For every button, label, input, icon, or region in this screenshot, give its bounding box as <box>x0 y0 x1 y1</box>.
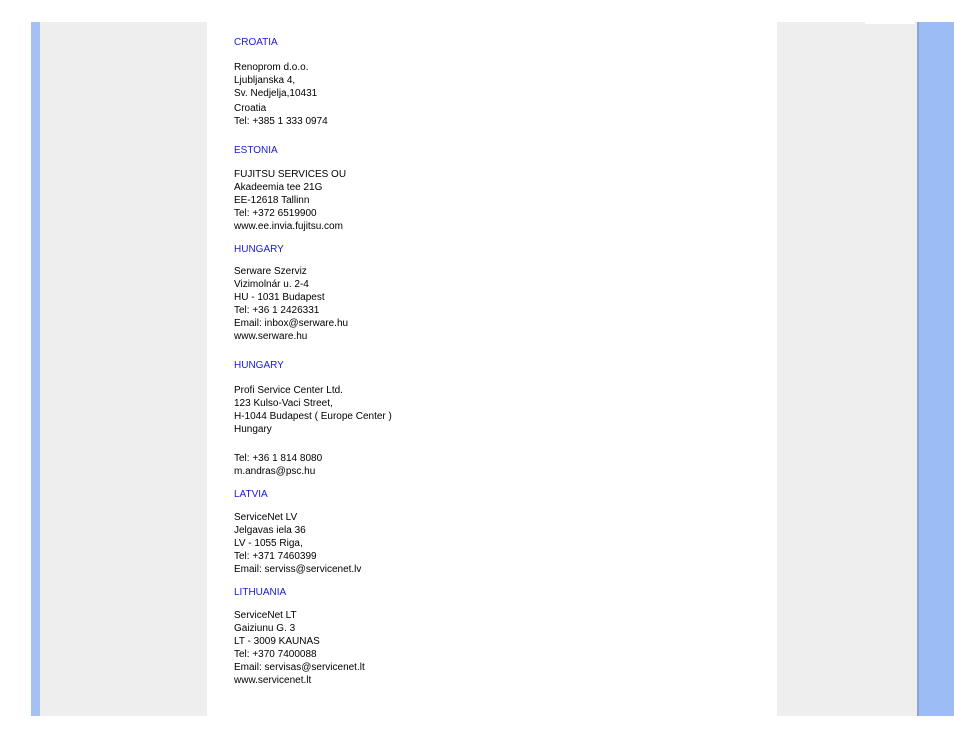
phone-line: Tel: +385 1 333 0974 <box>234 116 328 127</box>
spacer <box>234 436 754 452</box>
address-block-lithuania <box>234 609 754 687</box>
phone-line: Tel: +372 6519900 <box>234 208 317 219</box>
address-line: Hungary <box>234 424 272 435</box>
section-hungary-profi <box>234 359 754 478</box>
email-line: Email: serviss@servicenet.lv <box>234 564 362 575</box>
address-block-croatia <box>234 61 754 128</box>
country-heading-latvia: LATVIA <box>234 489 268 500</box>
address-line: LV - 1055 Riga, <box>234 538 303 549</box>
section-croatia <box>234 36 754 128</box>
phone-line: Tel: +36 1 814 8080 <box>234 453 323 464</box>
address-block-hungary-serware <box>234 265 754 343</box>
country-heading-estonia: ESTONIA <box>234 145 278 156</box>
address-line: Sv. Nedjelja,10431 <box>234 88 318 99</box>
country-heading-lithuania: LITHUANIA <box>234 587 287 598</box>
email-line: Email: servisas@servicenet.lt <box>234 662 365 673</box>
section-estonia <box>234 144 754 233</box>
phone-line: Tel: +370 7400088 <box>234 649 317 660</box>
address-line: LT - 3009 KAUNAS <box>234 636 320 647</box>
right-margin-panel <box>777 22 918 716</box>
address-line: Jelgavas iela 36 <box>234 525 306 536</box>
country-heading-hungary: HUNGARY <box>234 244 284 255</box>
country-heading-hungary: HUNGARY <box>234 360 284 371</box>
address-line: H-1044 Budapest ( Europe Center ) <box>234 411 392 422</box>
left-margin-panel <box>40 22 207 716</box>
phone-line: Tel: +36 1 2426331 <box>234 305 320 316</box>
website-line: www.ee.invia.fujitsu.com <box>234 221 343 232</box>
address-line: Gaiziunu G. 3 <box>234 623 296 634</box>
service-center-list <box>234 36 754 687</box>
phone-line: Tel: +371 7460399 <box>234 551 317 562</box>
right-panel-notch <box>865 20 915 24</box>
address-line: Croatia <box>234 103 267 114</box>
address-line: Serware Szerviz <box>234 266 307 277</box>
email-line: Email: inbox@serware.hu <box>234 318 349 329</box>
address-block-estonia <box>234 168 754 233</box>
right-blue-panel <box>919 22 954 716</box>
address-line: 123 Kulso-Vaci Street, <box>234 398 333 409</box>
address-line: Ljubljanska 4, <box>234 75 296 86</box>
address-line: Profi Service Center Ltd. <box>234 385 343 396</box>
section-hungary-serware <box>234 243 754 343</box>
address-block-latvia <box>234 511 754 576</box>
website-line: www.servicenet.lt <box>234 675 312 686</box>
address-line: HU - 1031 Budapest <box>234 292 325 303</box>
left-blue-stripe <box>31 22 40 716</box>
country-heading-croatia: CROATIA <box>234 37 278 48</box>
address-line: EE-12618 Tallinn <box>234 195 310 206</box>
section-latvia <box>234 488 754 576</box>
address-line: Akadeemia tee 21G <box>234 182 323 193</box>
website-line: www.serware.hu <box>234 331 308 342</box>
email-line: m.andras@psc.hu <box>234 466 316 477</box>
address-line: ServiceNet LT <box>234 610 297 621</box>
address-line: Renoprom d.o.o. <box>234 62 309 73</box>
address-line: ServiceNet LV <box>234 512 298 523</box>
address-block-hungary-profi <box>234 384 754 478</box>
section-lithuania <box>234 586 754 687</box>
address-line: Vizimolnár u. 2-4 <box>234 279 309 290</box>
address-line: FUJITSU SERVICES OU <box>234 169 347 180</box>
